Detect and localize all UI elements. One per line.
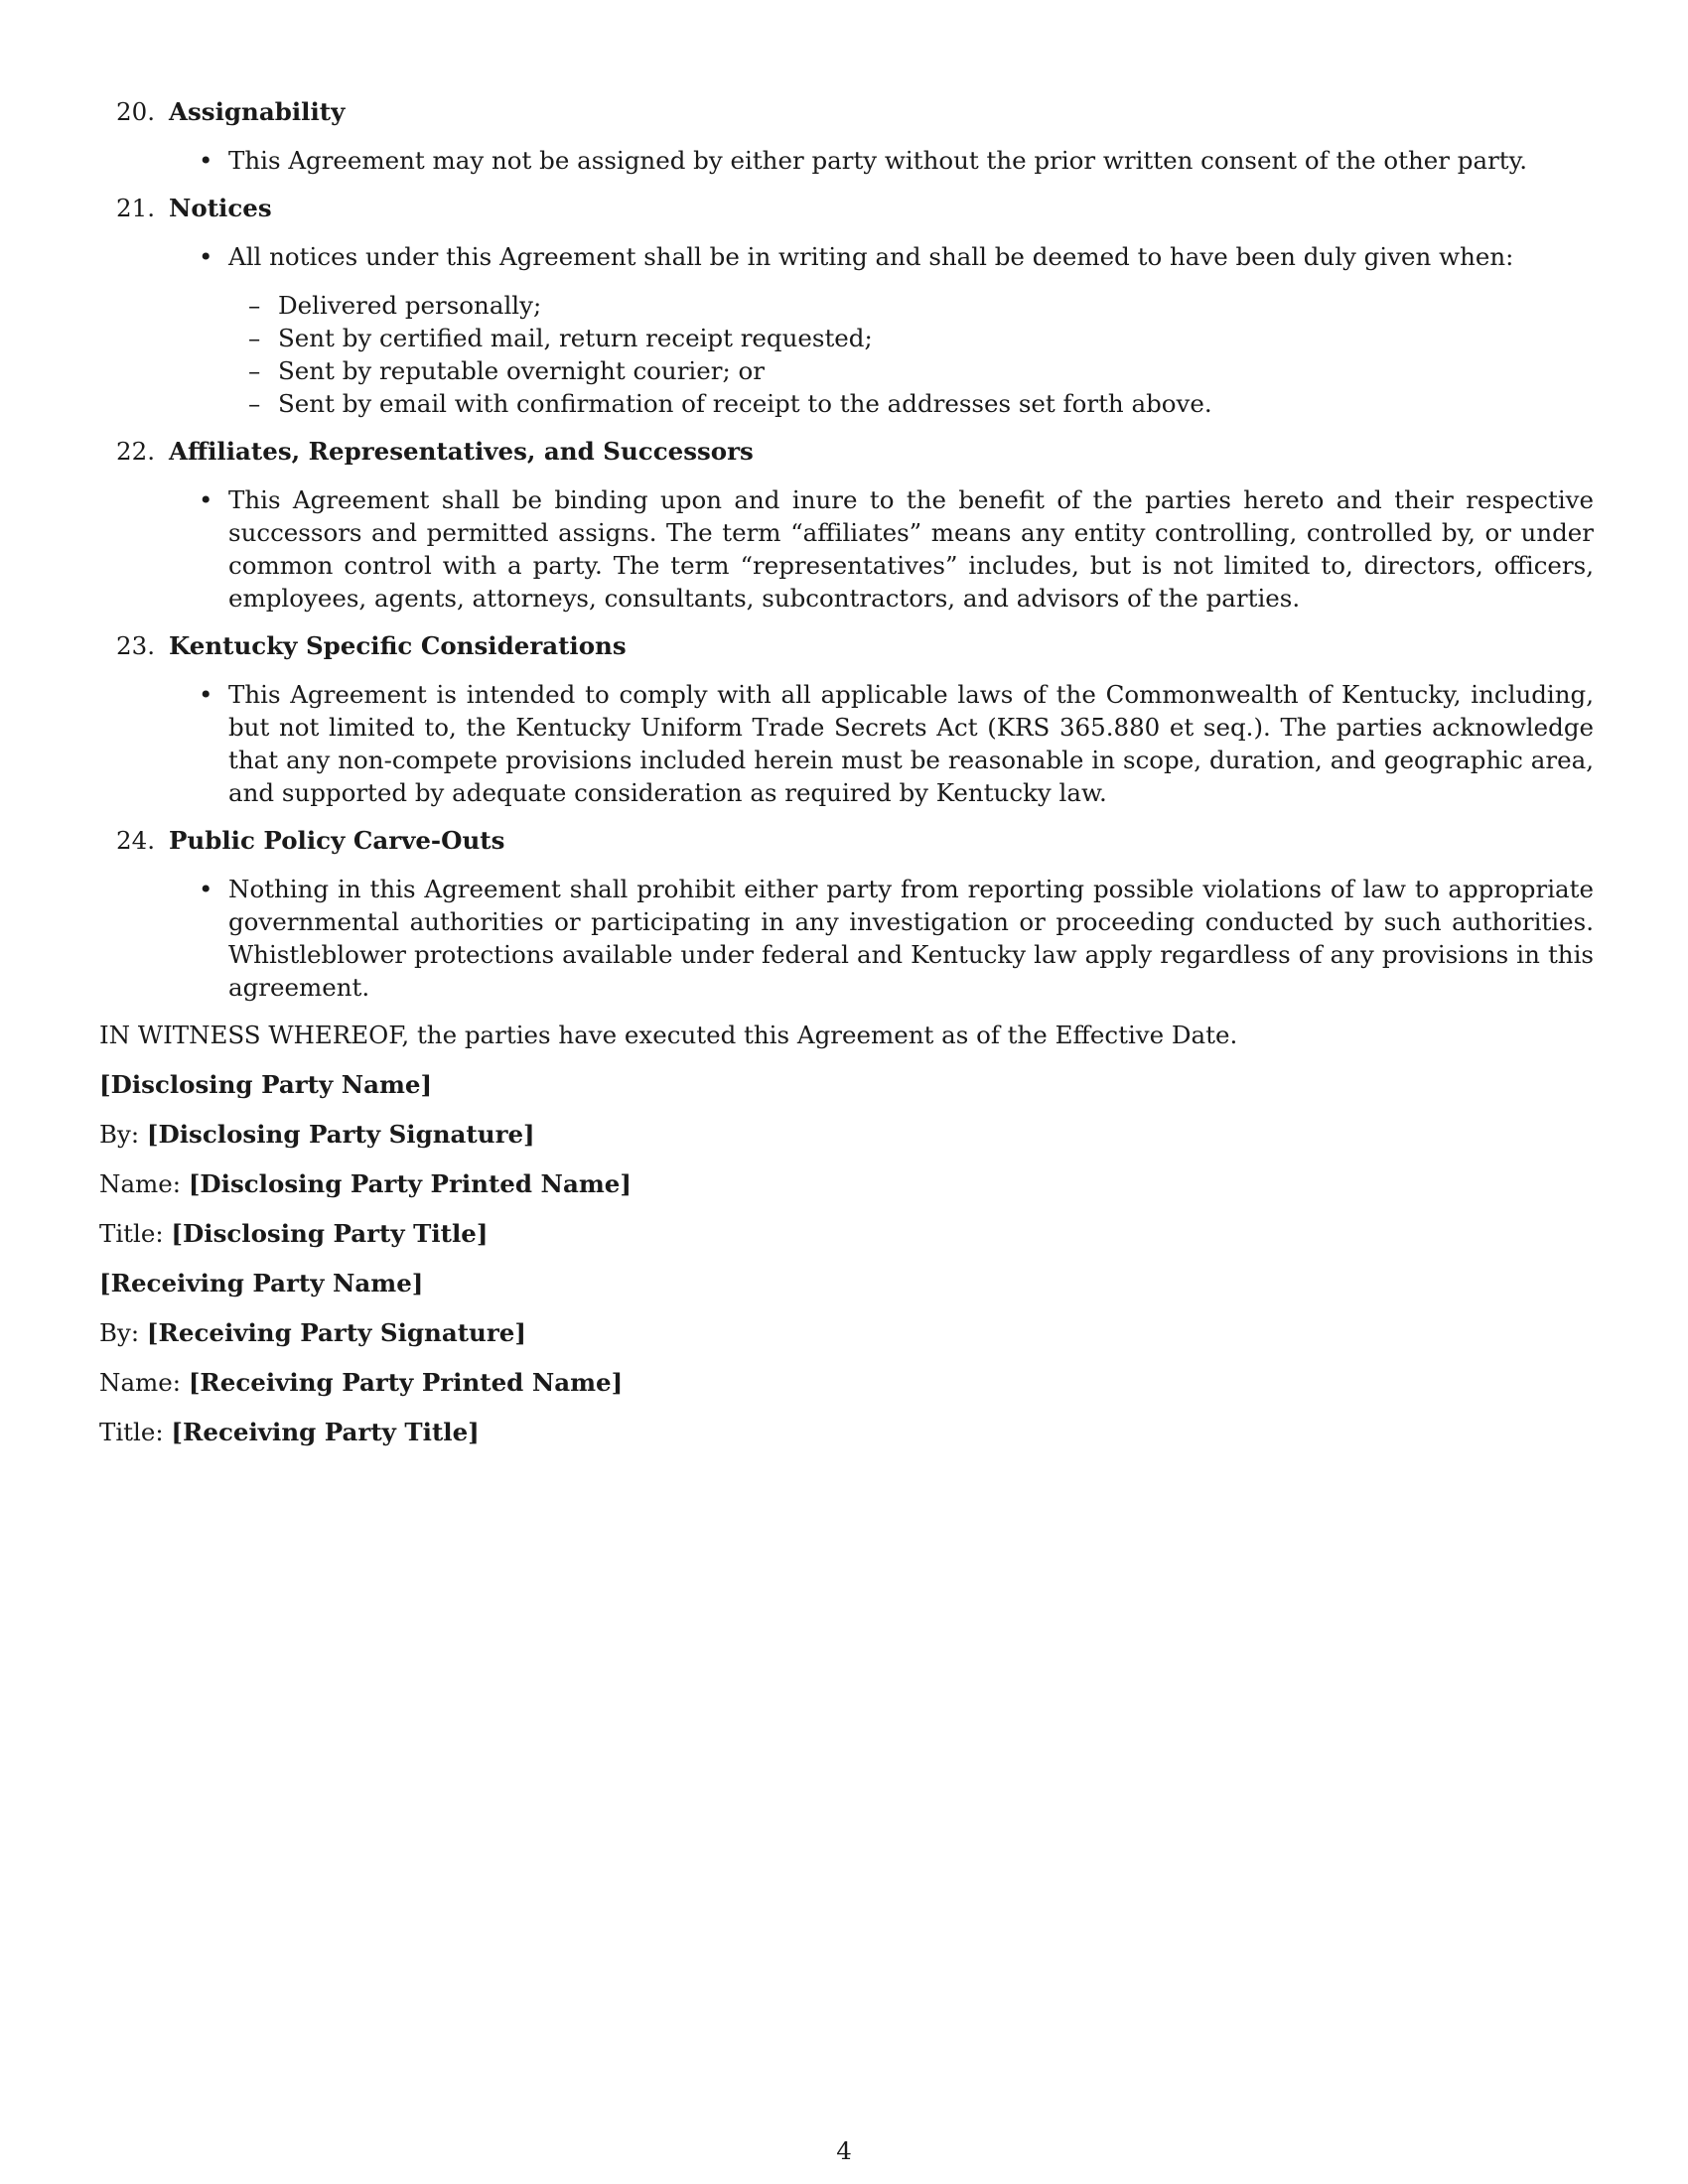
disclosing-party-title: [Disclosing Party Title]: [171, 1219, 489, 1248]
notice-methods-list: [99, 289, 1594, 420]
document-page: [99, 95, 1594, 1465]
section-number: 21.: [116, 194, 155, 222]
section-bullet: [99, 873, 1594, 1004]
section-title: Assignability: [169, 97, 346, 126]
bullet-text: All notices under this Agreement shall be in writing and shall be deemed to have been duly given when:: [228, 242, 1514, 271]
dash-icon: –: [248, 389, 261, 418]
bullet-icon: •: [199, 242, 213, 271]
disclosing-party-name-line: [99, 1068, 1594, 1101]
section-title: Kentucky Specific Considerations: [169, 631, 627, 660]
section-notices: [99, 192, 1594, 420]
section-bullet: [99, 483, 1594, 614]
receiving-party-printed-name: [Receiving Party Printed Name]: [188, 1368, 624, 1397]
dash-icon: –: [248, 356, 261, 385]
section-number: 22.: [116, 437, 155, 466]
section-number: 24.: [116, 826, 155, 855]
receiving-party-printed-name-line: [99, 1366, 1594, 1399]
receiving-party-name: [Receiving Party Name]: [99, 1269, 424, 1297]
bullet-icon: •: [199, 485, 213, 514]
bullet-icon: •: [199, 146, 213, 175]
bullet-text: Nothing in this Agreement shall prohibit either party from reporting possible violations of law to appropriate governmental authorities or participating in any investigation or proceeding conducted by such authorities. Whistleblower protections available under federal and Kentucky law apply regardless of any provisions in this agreement.: [228, 875, 1594, 1002]
section-bullet: [99, 678, 1594, 809]
title-label: Title:: [99, 1219, 164, 1248]
list-item-text: Sent by certified mail, return receipt requested;: [278, 324, 873, 352]
disclosing-party-signature: [Disclosing Party Signature]: [146, 1120, 535, 1149]
dash-icon: –: [248, 291, 261, 320]
disclosing-party-title-line: [99, 1217, 1594, 1250]
bullet-text: This Agreement may not be assigned by either party without the prior written consent of the other party.: [228, 146, 1528, 175]
disclosing-party-by-line: [99, 1118, 1594, 1151]
receiving-party-title: [Receiving Party Title]: [171, 1418, 480, 1446]
receiving-party-title-line: [99, 1416, 1594, 1448]
section-title: Notices: [169, 194, 272, 222]
list-item: [248, 289, 1594, 322]
witness-statement: IN WITNESS WHEREOF, the parties have executed this Agreement as of the Effective Date.: [99, 1021, 1238, 1049]
section-heading: [99, 824, 1594, 857]
section-assignability: [99, 95, 1594, 177]
section-number: 20.: [116, 97, 155, 126]
section-kentucky: [99, 629, 1594, 809]
list-item-text: Delivered personally;: [278, 291, 542, 320]
list-item: [248, 387, 1594, 420]
disclosing-party-name: [Disclosing Party Name]: [99, 1070, 433, 1099]
dash-icon: –: [248, 324, 261, 352]
section-bullet: [99, 144, 1594, 177]
bullet-text: This Agreement is intended to comply with all applicable laws of the Commonwealth of Kentucky, including, but not limited to, the Kentucky Uniform Trade Secrets Act (KRS 365.880 et seq.). The parties acknowledge that any non-compete provisions included herein must be reasonable in scope, duration, and geographic area, and supported by adequate consideration as required by Kentucky law.: [228, 680, 1594, 807]
title-label: Title:: [99, 1418, 164, 1446]
bullet-text: This Agreement shall be binding upon and inure to the benefit of the parties hereto and their respective successors and permitted assigns. The term “affiliates” means any entity controlling, controlled by, or under common control with a party. The term “representatives” includes, but is not limited to, directors, officers, employees, agents, attorneys, consultants, subcontractors, and advisors of the parties.: [228, 485, 1594, 613]
section-heading: [99, 95, 1594, 128]
list-item-text: Sent by email with confirmation of receipt to the addresses set forth above.: [278, 389, 1212, 418]
bullet-icon: •: [199, 680, 213, 709]
receiving-party-by-line: [99, 1316, 1594, 1349]
section-affiliates: [99, 435, 1594, 614]
disclosing-party-printed-name-line: [99, 1167, 1594, 1200]
by-label: By:: [99, 1318, 140, 1347]
list-item: [248, 354, 1594, 387]
section-bullet: [99, 240, 1594, 273]
section-public-policy: [99, 824, 1594, 1004]
page-number: 4: [836, 2136, 852, 2165]
disclosing-party-signature-block: [99, 1068, 1594, 1250]
bullet-icon: •: [199, 875, 213, 903]
receiving-party-signature-block: [99, 1267, 1594, 1448]
section-heading: [99, 629, 1594, 662]
name-label: Name:: [99, 1169, 182, 1198]
receiving-party-signature: [Receiving Party Signature]: [146, 1318, 526, 1347]
receiving-party-name-line: [99, 1267, 1594, 1299]
list-item-text: Sent by reputable overnight courier; or: [278, 356, 765, 385]
section-heading: [99, 435, 1594, 468]
section-heading: [99, 192, 1594, 224]
by-label: By:: [99, 1120, 140, 1149]
list-item: [248, 322, 1594, 354]
section-number: 23.: [116, 631, 155, 660]
name-label: Name:: [99, 1368, 182, 1397]
section-title: Affiliates, Representatives, and Successors: [169, 437, 754, 466]
disclosing-party-printed-name: [Disclosing Party Printed Name]: [188, 1169, 632, 1198]
section-title: Public Policy Carve-Outs: [169, 826, 505, 855]
